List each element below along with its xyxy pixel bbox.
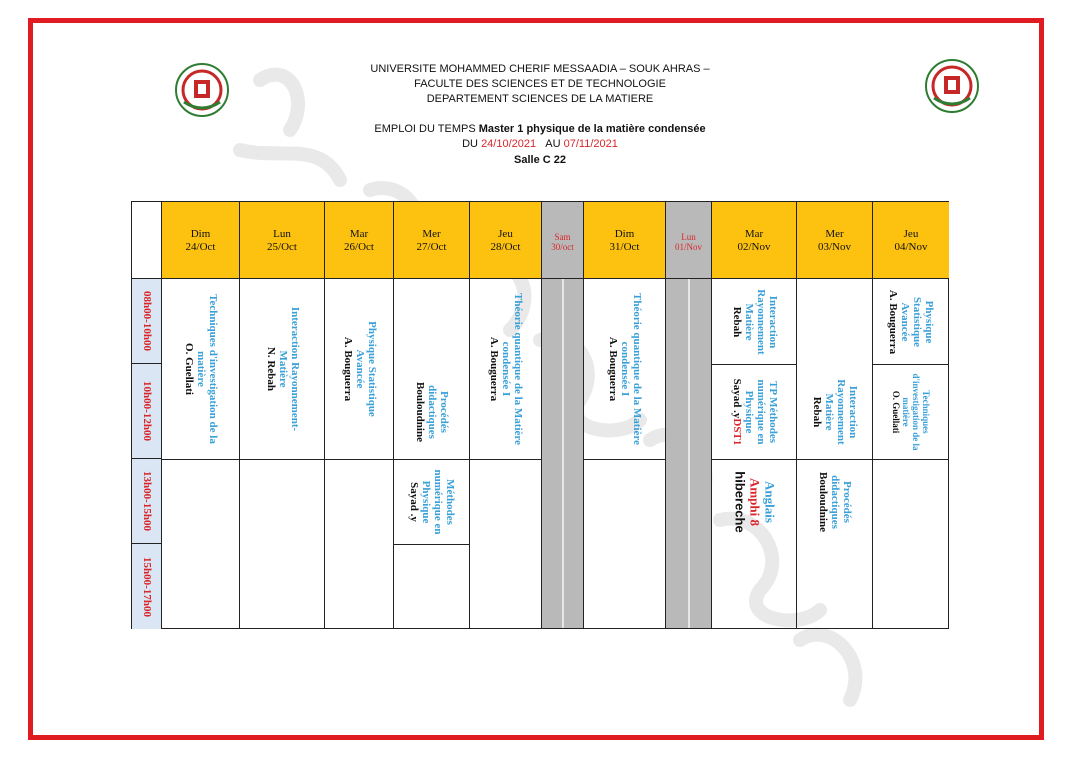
dst-note: DST1	[730, 417, 743, 445]
time-slot-3	[132, 459, 162, 544]
course-cell-mar-02-slot2	[712, 364, 797, 459]
day-date: 27/Oct	[416, 241, 447, 253]
teacher-name: O. Guellati	[183, 343, 195, 395]
day-name: Dim	[190, 228, 211, 240]
course-cell-jeu-28	[470, 279, 542, 459]
course-name: Techniques d'investigation de la matière	[195, 294, 219, 444]
day-header-lun-01	[666, 202, 712, 279]
time-label: 10h00-12h00	[140, 381, 153, 441]
date-from: 24/10/2021	[481, 138, 537, 150]
time-slot-4	[132, 544, 162, 629]
day-name: Mar	[744, 228, 764, 240]
course-cell-dim-31	[584, 279, 666, 459]
day-date: 02/Nov	[737, 241, 771, 253]
course-name: Physique Statistique Avancée	[899, 296, 935, 347]
day-header-dim-24	[162, 202, 240, 279]
day-name: Mer	[422, 228, 441, 240]
course-name: Méthodes numérique en Physique	[420, 468, 456, 535]
day-name: Lun	[681, 232, 696, 242]
day-date: 01/Nov	[675, 242, 702, 252]
day-header-dim-31	[584, 202, 666, 279]
course-cell-mer-27-morning	[394, 364, 470, 459]
day-name: Jeu	[903, 228, 919, 240]
course-cell-mar-02-slot3	[712, 459, 797, 544]
room-label: Salle C 22	[514, 154, 566, 166]
day-header-jeu-04	[873, 202, 949, 279]
day-header-lun-25	[240, 202, 325, 279]
course-name: Procédés didactiques	[829, 474, 853, 529]
teacher-name: A. Bouguerra	[488, 336, 500, 402]
day-name: Mer	[825, 228, 844, 240]
course-name: Théorie quantique de la Matière condensée I	[500, 293, 524, 445]
au-label: AU	[545, 138, 564, 150]
corner-cell	[132, 202, 162, 279]
teacher-name: A. Bouguerra	[607, 336, 619, 402]
schedule-title	[0, 123, 1080, 135]
course-name: Techniques d'investigation de la matière	[901, 372, 931, 450]
row-divider	[873, 459, 949, 460]
day-date: 26/Oct	[344, 241, 374, 253]
course-name: Interaction Rayonnement Matière	[823, 378, 859, 445]
col-sam-30	[542, 279, 584, 628]
course-cell-dim-24	[162, 279, 240, 459]
day-header-mar-26	[325, 202, 394, 279]
course-name: Interaction Rayonnement Matière	[742, 288, 779, 355]
day-name: Jeu	[498, 228, 513, 240]
day-header-mar-02	[712, 202, 797, 279]
time-slot-1	[132, 279, 162, 364]
course-name: TP Méthodes numérique en Physique	[742, 378, 779, 445]
day-header-mer-03	[797, 202, 873, 279]
room-name: Amphi 8	[747, 477, 762, 526]
department-name: DEPARTEMENT SCIENCES DE LA MATIERE	[426, 93, 654, 105]
course-cell-mar-26	[325, 279, 394, 459]
faculty-name: FACULTE DES SCIENCES ET DE TECHNOLOGIE	[414, 78, 666, 90]
col-lun-01	[666, 279, 712, 628]
day-header-mer-27	[394, 202, 470, 279]
teacher-name: Rebah	[811, 396, 823, 427]
row-divider	[394, 544, 470, 545]
course-cell-mar-02-slot1	[712, 279, 797, 364]
day-header-jeu-28	[470, 202, 542, 279]
course-name: Interaction Rayonnement-Matière	[276, 306, 301, 432]
teacher-name: Rebah	[730, 306, 743, 337]
day-name: Lun	[273, 228, 291, 240]
course-cell-jeu-04-slot2	[873, 364, 949, 459]
day-date: 31/Oct	[609, 241, 640, 253]
day-date: 03/Nov	[818, 241, 851, 253]
day-name: Mar	[349, 228, 369, 240]
timetable	[131, 201, 949, 629]
day-date: 28/Oct	[490, 241, 521, 253]
teacher-name: Bouloudnine	[414, 381, 426, 442]
course-name: Anglais	[762, 480, 777, 523]
time-label: 08h00-10h00	[140, 291, 153, 351]
course-cell-mer-27-afternoon	[394, 459, 470, 544]
row-divider	[162, 459, 542, 460]
teacher-name: Sayad .y	[730, 378, 743, 418]
day-header-sam-30	[542, 202, 584, 279]
time-label: 15h00-17h00	[140, 556, 153, 617]
day-date: 30/oct	[551, 242, 574, 252]
course-cell-mer-03-slot3	[797, 459, 873, 544]
course-cell-mer-03-slot2	[797, 364, 873, 459]
course-cell-jeu-04-slot1	[873, 279, 949, 364]
schedule-title-prefix: EMPLOI DU TEMPS	[374, 123, 479, 135]
teacher-name: Bouloudnine	[817, 471, 829, 532]
course-name: Théorie quantique de la Matière condensée I	[619, 293, 643, 445]
teacher-name: O. Guellati	[891, 390, 901, 433]
teacher-name: A. Bouguerra	[887, 289, 899, 354]
teacher-name: N. Rebah	[264, 346, 277, 391]
teacher-name: A. Bouguerra	[341, 336, 354, 402]
day-date: 24/Oct	[185, 241, 216, 253]
day-name: Sam	[554, 232, 571, 242]
day-date: 25/Oct	[267, 241, 297, 253]
schedule-dates	[0, 138, 1080, 150]
course-name: Physique Statistique Avancée	[353, 321, 378, 417]
du-label: DU	[462, 138, 482, 150]
time-slot-2	[132, 364, 162, 459]
schedule-program: Master 1 physique de la matière condensée	[478, 123, 706, 135]
time-label: 13h00-15h00	[140, 471, 153, 531]
university-name: UNIVERSITE MOHAMMED CHERIF MESSAADIA – SOUK AHRAS –	[370, 63, 710, 75]
teacher-name: hibereche	[732, 470, 747, 533]
course-name: Procédés didactiques	[426, 384, 450, 439]
row-divider	[584, 459, 666, 460]
course-cell-lun-25	[240, 279, 325, 459]
day-date: 04/Nov	[894, 241, 928, 253]
day-name: Dim	[614, 228, 635, 240]
teacher-name: Sayad .y	[408, 481, 420, 522]
date-to: 07/11/2021	[563, 138, 618, 150]
